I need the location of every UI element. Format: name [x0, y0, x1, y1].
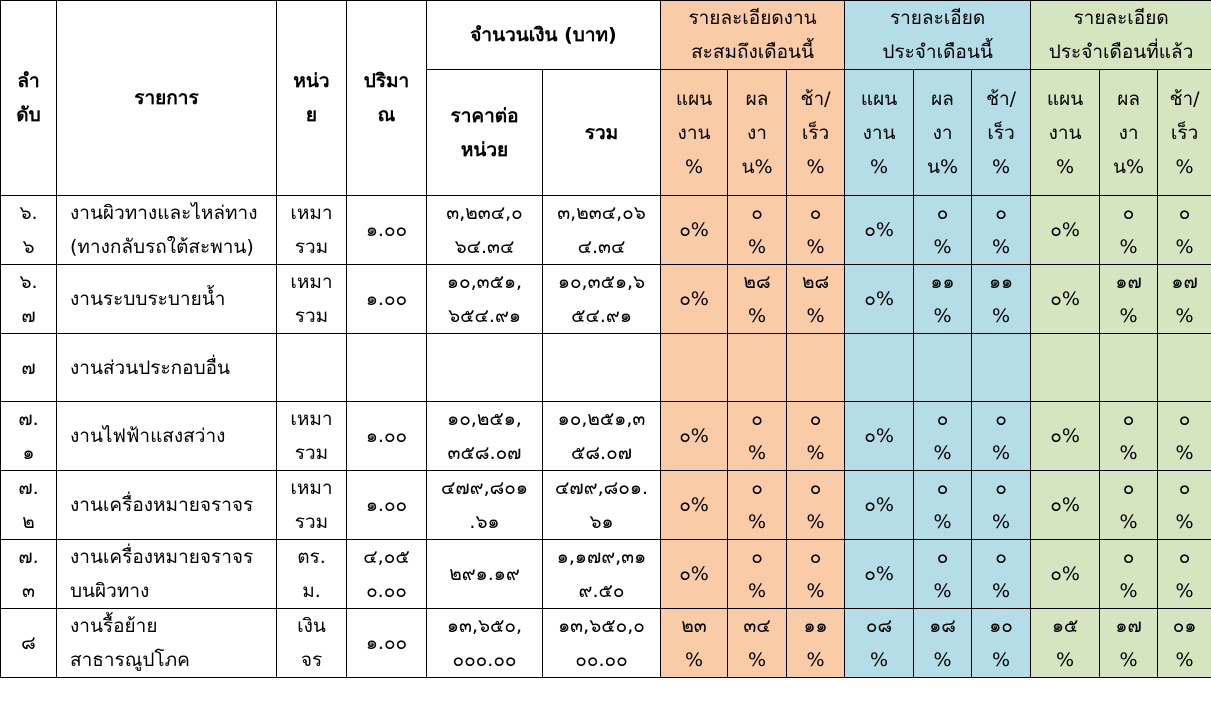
cell-t-diff — [972, 471, 1031, 540]
cell-c-plan — [661, 196, 728, 265]
cell-no — [1, 265, 57, 334]
cell-l-diff — [1158, 196, 1211, 265]
cell-text: ๐ % — [806, 546, 825, 602]
header-unit: หน่ว ย — [277, 1, 347, 196]
cell-total — [543, 196, 661, 265]
cell-unit — [277, 609, 347, 678]
cell-unit — [277, 196, 347, 265]
header-cumulative: รายละเอียดงาน สะสมถึงเดือนนี้ — [661, 1, 845, 70]
cell-t-result — [914, 540, 972, 609]
cell-l-result — [1100, 334, 1158, 402]
cell-text: งานผิวทางและไหล่ทาง (ทางกลับรถใต้สะพาน) — [70, 202, 258, 258]
cell-no — [1, 334, 57, 402]
cell-item — [57, 609, 277, 678]
cell-text: งานไฟฟ้าแสงสว่าง — [70, 425, 226, 447]
cell-text: ๐ % — [992, 408, 1011, 464]
cell-t-diff — [972, 402, 1031, 471]
header-this-diff: ช้า/ เร็ว % — [972, 70, 1031, 196]
cell-l-diff — [1158, 609, 1211, 678]
cell-text: ๒๙๑.๑๙ — [449, 563, 520, 585]
cell-text: ๐ % — [933, 408, 952, 464]
cell-text: ๐๑ % — [1172, 615, 1197, 671]
cell-text: ๐% — [864, 425, 894, 447]
cell-total — [543, 540, 661, 609]
cell-text: ๑๑ % — [989, 271, 1014, 327]
cell-item — [57, 540, 277, 609]
cell-qty — [347, 471, 427, 540]
cell-t-result — [914, 402, 972, 471]
cell-c-result — [728, 471, 787, 540]
cell-l-diff — [1158, 334, 1211, 402]
cell-text: ๐% — [1050, 563, 1080, 585]
header-qty: ปริมา ณ — [347, 1, 427, 196]
cell-t-diff — [972, 265, 1031, 334]
table-row — [1, 196, 1211, 265]
cell-total — [543, 402, 661, 471]
header-amount: จำนวนเงิน (บาท) — [427, 1, 661, 70]
cell-item — [57, 471, 277, 540]
cell-text: ๐ % — [933, 546, 952, 602]
cell-item — [57, 402, 277, 471]
header-last-result: ผล งา น% — [1100, 70, 1158, 196]
cell-text: ๑๑ % — [930, 271, 955, 327]
header-this-month: รายละเอียด ประจำเดือนนี้ — [845, 1, 1031, 70]
cell-text: ๑๐,๓๕๑, ๖๕๔.๙๑ — [446, 271, 523, 327]
cell-unit — [277, 334, 347, 402]
cell-unit-price — [427, 609, 543, 678]
cell-text: ๐% — [679, 563, 709, 585]
cell-unit — [277, 265, 347, 334]
cell-t-plan — [845, 609, 914, 678]
cell-c-result — [728, 196, 787, 265]
cell-text: ๓๔ % — [743, 615, 771, 671]
header-cum-result: ผล งา น% — [728, 70, 787, 196]
header-last-month: รายละเอียด ประจำเดือนที่แล้ว — [1031, 1, 1211, 70]
cell-text: ๐% — [1050, 288, 1080, 310]
header-last-plan: แผน งาน % — [1031, 70, 1100, 196]
cell-c-result — [728, 334, 787, 402]
cell-t-result — [914, 471, 972, 540]
cell-text: ๐ % — [1175, 477, 1194, 533]
cell-c-result — [728, 540, 787, 609]
cell-qty — [347, 402, 427, 471]
cell-unit — [277, 471, 347, 540]
cell-text: ๐% — [679, 219, 709, 241]
cell-unit-price — [427, 334, 543, 402]
cell-text: ๑๐ % — [989, 615, 1013, 671]
header-this-result: ผล งา น% — [914, 70, 972, 196]
cell-total — [543, 334, 661, 402]
cell-text: งานส่วนประกอบอื่น — [70, 356, 231, 379]
cell-text: ๐ % — [933, 202, 952, 258]
cell-text: ๐ % — [1175, 408, 1194, 464]
cell-l-result — [1100, 402, 1158, 471]
cell-t-diff — [972, 196, 1031, 265]
cell-qty — [347, 609, 427, 678]
table-row — [1, 402, 1211, 471]
cell-t-plan — [845, 196, 914, 265]
cell-t-result — [914, 265, 972, 334]
cell-text: ๐ % — [806, 408, 825, 464]
header-this-plan: แผน งาน % — [845, 70, 914, 196]
cell-text: ๑.๐๐ — [365, 494, 408, 516]
table-row — [1, 609, 1211, 678]
cell-text: ๓,๒๓๔,๐๖ ๔.๓๔ — [557, 202, 646, 258]
cell-text: ๑.๐๐ — [365, 219, 408, 241]
cell-t-plan — [845, 540, 914, 609]
cell-t-diff — [972, 540, 1031, 609]
cell-t-plan — [845, 334, 914, 402]
cell-text: งานระบบระบายน้ำ — [70, 288, 226, 310]
cell-text: ๑๗ % — [1115, 271, 1142, 327]
cell-l-result — [1100, 540, 1158, 609]
cell-total — [543, 609, 661, 678]
cell-no — [1, 471, 57, 540]
cell-text: ๑๐,๓๕๑,๖ ๕๔.๙๑ — [557, 271, 646, 327]
cell-unit — [277, 540, 347, 609]
cell-l-diff — [1158, 540, 1211, 609]
cell-no — [1, 609, 57, 678]
cell-text: ๑๓,๖๕๐, ๐๐๐.๐๐ — [446, 615, 523, 671]
cell-text: เหมา รวม — [290, 271, 333, 327]
cell-c-plan — [661, 402, 728, 471]
cell-no — [1, 402, 57, 471]
cell-text: งานเครื่องหมายจราจร — [70, 494, 254, 516]
cell-text: ๑๐,๒๕๑, ๓๕๘.๐๗ — [447, 408, 522, 464]
header-item: รายการ — [57, 1, 277, 196]
cell-text: ๗. ๒ — [18, 477, 39, 533]
cell-text: ๐% — [679, 494, 709, 516]
cell-item — [57, 196, 277, 265]
cell-text: ๘ — [21, 632, 36, 654]
cell-item — [57, 334, 277, 402]
cell-c-plan — [661, 265, 728, 334]
cell-text: ๑๐,๒๕๑,๓ ๕๘.๐๗ — [557, 408, 646, 464]
cell-l-plan — [1031, 334, 1100, 402]
table-row — [1, 334, 1211, 402]
cell-text: ๑.๐๐ — [365, 288, 408, 310]
cell-c-plan — [661, 609, 728, 678]
cell-text: ๓,๒๓๔,๐ ๖๔.๓๔ — [446, 202, 523, 258]
cell-text: ๐% — [679, 425, 709, 447]
cell-l-plan — [1031, 196, 1100, 265]
cell-text: งานรื้อย้าย สาธารณูปโภค — [70, 615, 190, 671]
cell-c-diff — [787, 471, 845, 540]
cell-text: ๐ % — [992, 202, 1011, 258]
cell-c-plan — [661, 471, 728, 540]
cell-text: ๐ % — [1175, 202, 1194, 258]
cell-text: ๗. ๓ — [18, 546, 39, 602]
cell-text: ๐% — [1050, 494, 1080, 516]
cell-t-plan — [845, 402, 914, 471]
header-cum-plan: แผน งาน % — [661, 70, 728, 196]
cell-text: ๑๗ % — [1115, 615, 1142, 671]
cell-text: ๑,๑๗๙,๓๑ ๙.๕๐ — [556, 546, 647, 602]
header-last-diff: ช้า/ เร็ว % — [1158, 70, 1211, 196]
cell-text: ๐% — [864, 288, 894, 310]
cell-text: เหมา รวม — [290, 408, 333, 464]
cell-l-plan — [1031, 609, 1100, 678]
cell-t-diff — [972, 609, 1031, 678]
cell-text: ๖. ๖ — [19, 202, 38, 258]
cell-unit-price — [427, 471, 543, 540]
cell-c-diff — [787, 334, 845, 402]
header-total: รวม — [543, 70, 661, 196]
cell-l-plan — [1031, 471, 1100, 540]
cell-l-plan — [1031, 265, 1100, 334]
cell-l-result — [1100, 265, 1158, 334]
cell-text: ๑๓,๖๕๐,๐ ๐๐.๐๐ — [558, 615, 645, 671]
cell-text: เงิน จร — [297, 615, 326, 671]
cell-unit-price — [427, 265, 543, 334]
cell-text: เหมา รวม — [290, 202, 333, 258]
cell-text: ๐ % — [747, 477, 767, 533]
cell-text: ๐ % — [747, 202, 767, 258]
cell-text: ๐% — [864, 563, 894, 585]
cell-c-plan — [661, 334, 728, 402]
cell-text: ๐% — [679, 288, 709, 310]
table-row — [1, 540, 1211, 609]
cell-t-diff — [972, 334, 1031, 402]
cell-c-diff — [787, 196, 845, 265]
cell-text: ๗ — [21, 356, 36, 379]
table-row — [1, 471, 1211, 540]
cell-text: ๔,๐๕ ๐.๐๐ — [363, 546, 410, 602]
cell-l-result — [1100, 609, 1158, 678]
header-cum-diff: ช้า/ เร็ว % — [787, 70, 845, 196]
cell-text: ๒๓ % — [681, 615, 707, 671]
cell-text: ๖. ๗ — [19, 271, 38, 327]
cell-text: ๐% — [864, 494, 894, 516]
cell-c-diff — [787, 265, 845, 334]
cell-text: ๗. ๑ — [18, 408, 39, 464]
cell-l-plan — [1031, 402, 1100, 471]
cell-text: ๔๗๙,๘๐๑ .๖๑ — [441, 477, 528, 533]
cell-no — [1, 196, 57, 265]
cell-text: เหมา รวม — [290, 477, 333, 533]
cell-unit-price — [427, 196, 543, 265]
cell-text: ๔๗๙,๘๐๑. ๖๑ — [555, 477, 648, 533]
cell-c-result — [728, 402, 787, 471]
cell-t-result — [914, 334, 972, 402]
table-row — [1, 265, 1211, 334]
cell-text: ๐% — [1050, 425, 1080, 447]
header-no: ลำ ดับ — [1, 1, 57, 196]
cell-qty — [347, 540, 427, 609]
cell-text: ๒๘ % — [743, 271, 771, 327]
cell-unit-price — [427, 402, 543, 471]
cell-total — [543, 265, 661, 334]
cell-text: ตร. ม. — [297, 546, 326, 602]
cell-text: ๑๗ % — [1171, 271, 1198, 327]
cell-unit — [277, 402, 347, 471]
cell-c-plan — [661, 540, 728, 609]
cell-text: ๐ % — [1119, 202, 1138, 258]
cell-text: ๐ % — [806, 477, 825, 533]
cell-t-result — [914, 196, 972, 265]
cell-c-diff — [787, 609, 845, 678]
cell-text: ๐ % — [992, 546, 1011, 602]
cell-l-result — [1100, 471, 1158, 540]
cell-text: ๐ % — [747, 408, 767, 464]
cell-qty — [347, 196, 427, 265]
cell-l-diff — [1158, 402, 1211, 471]
cell-qty — [347, 265, 427, 334]
cell-text: ๑๘ % — [929, 615, 956, 671]
cell-text: ๐% — [864, 219, 894, 241]
cell-qty — [347, 334, 427, 402]
cell-l-diff — [1158, 471, 1211, 540]
header-unit-price: ราคาต่อ หน่วย — [427, 70, 543, 196]
cell-total — [543, 471, 661, 540]
cell-text: ๐๘ % — [865, 615, 893, 671]
cell-text: ๒๘ % — [801, 271, 830, 327]
cell-c-diff — [787, 402, 845, 471]
cell-text: งานเครื่องหมายจราจร บนผิวทาง — [70, 546, 254, 602]
cell-text: ๐ % — [1119, 408, 1138, 464]
cell-l-diff — [1158, 265, 1211, 334]
cell-text: ๑.๐๐ — [365, 632, 408, 654]
cell-c-diff — [787, 540, 845, 609]
cell-item — [57, 265, 277, 334]
cell-c-result — [728, 265, 787, 334]
cell-l-plan — [1031, 540, 1100, 609]
cell-no — [1, 540, 57, 609]
cell-text: ๐ % — [1119, 546, 1138, 602]
cell-c-result — [728, 609, 787, 678]
cell-text: ๐ % — [806, 202, 825, 258]
cell-text: ๑๕ % — [1051, 615, 1079, 671]
cell-text: ๐ % — [933, 477, 952, 533]
cell-text: ๐ % — [992, 477, 1011, 533]
cell-text: ๑.๐๐ — [365, 425, 408, 447]
cell-text: ๐ % — [1119, 477, 1138, 533]
cell-l-result — [1100, 196, 1158, 265]
cell-text: ๑๑ % — [803, 615, 828, 671]
cell-unit-price — [427, 540, 543, 609]
cell-t-plan — [845, 265, 914, 334]
cell-text: ๐ % — [747, 546, 767, 602]
cell-text: ๐% — [1050, 219, 1080, 241]
cell-text: ๐ % — [1175, 546, 1194, 602]
cell-t-result — [914, 609, 972, 678]
cell-t-plan — [845, 471, 914, 540]
